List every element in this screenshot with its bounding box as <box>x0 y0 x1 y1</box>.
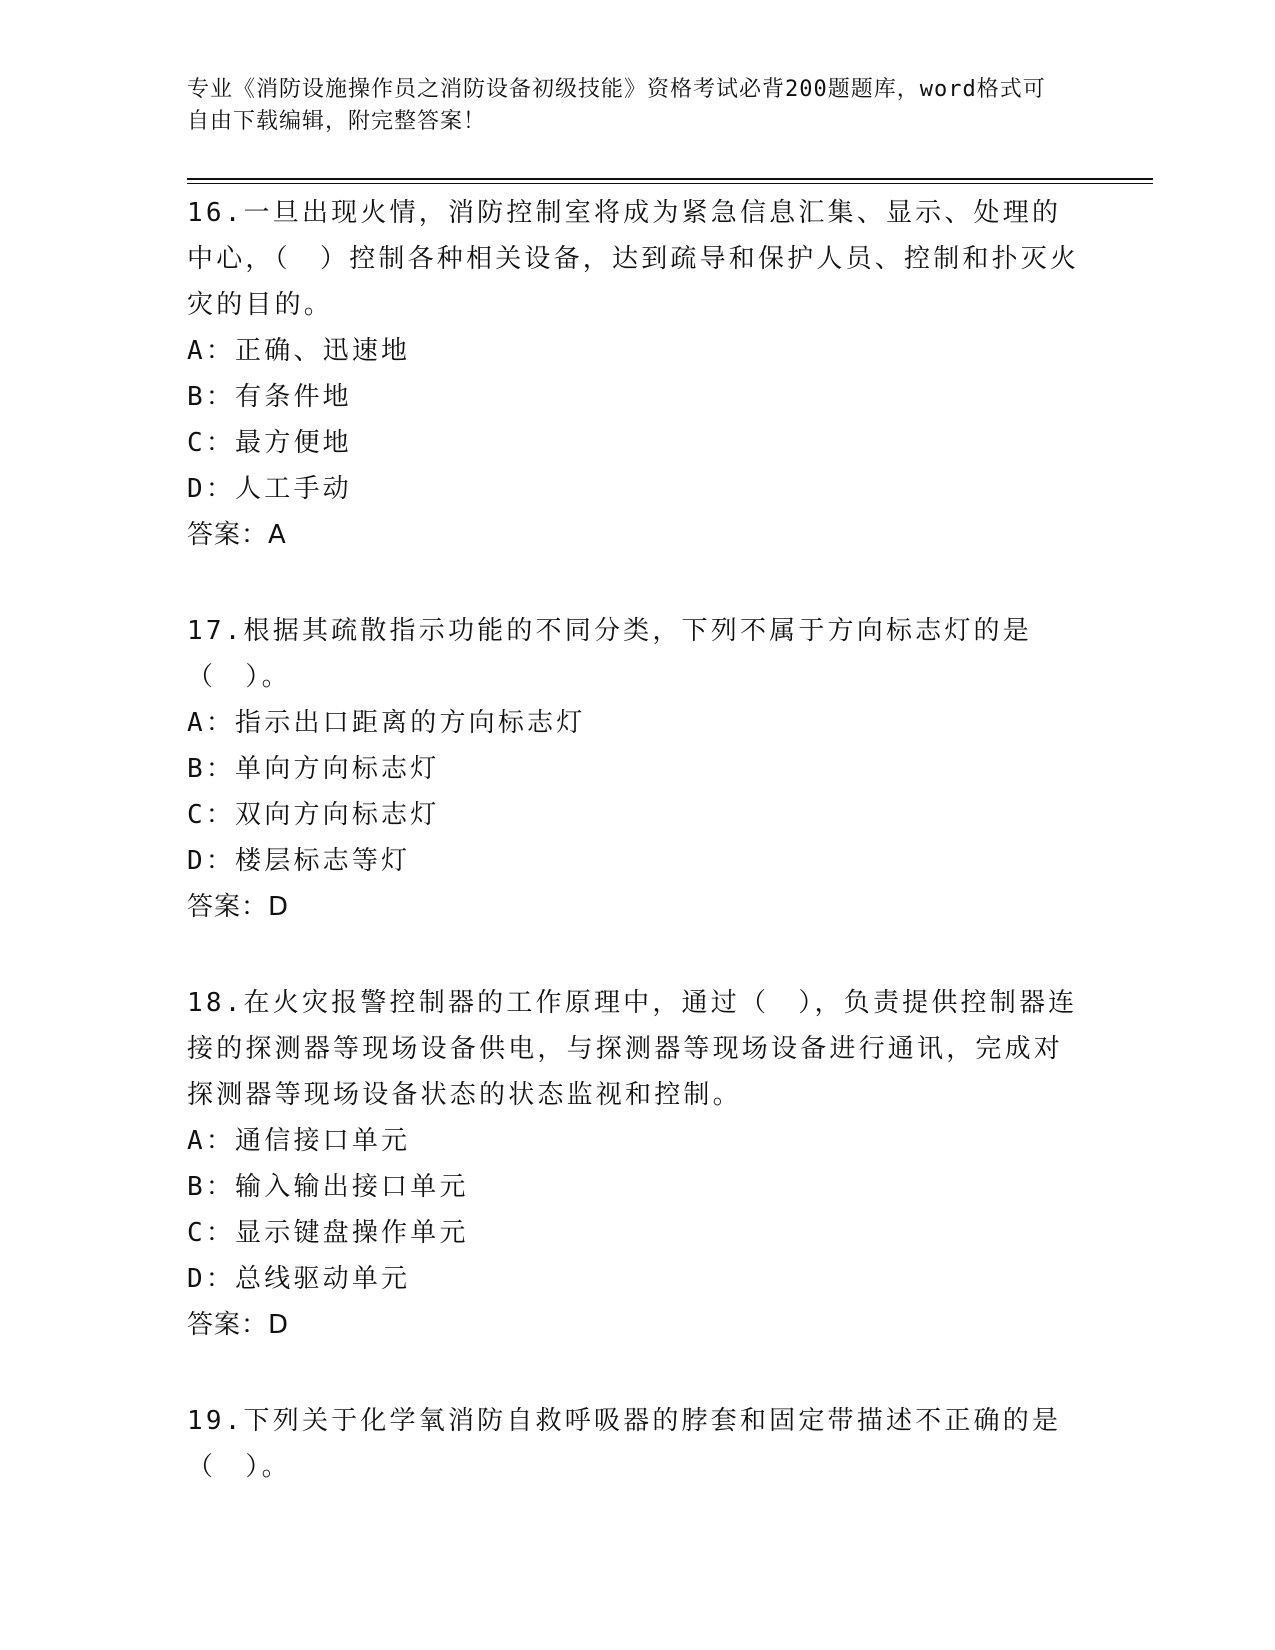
document-header: 专业《消防设施操作员之消防设备初级技能》资格考试必背200题题库，word格式可自由下载编辑，附完整答案！ <box>187 77 1046 134</box>
header-divider-thin <box>187 183 1153 184</box>
option-a: A：正确、迅速地 <box>187 336 411 366</box>
option-a: A：通信接口单元 <box>187 1126 411 1156</box>
question-spacer <box>187 930 1087 980</box>
question-spacer <box>187 1348 1087 1398</box>
question-text: 18.在火灾报警控制器的工作原理中，通过（ ），负责提供控制器连接的探测器等现场设备供电，与探测器等现场设备进行通讯，完成对探测器等现场设备状态的状态监视和控制。 <box>187 988 1078 1110</box>
answer-line: 答案：D <box>187 892 290 922</box>
question-list <box>187 190 1087 1490</box>
question-16 <box>187 190 1087 558</box>
option-c: C：双向方向标志灯 <box>187 800 440 830</box>
question-18 <box>187 980 1087 1348</box>
option-b: B：有条件地 <box>187 382 352 412</box>
question-text: 17.根据其疏散指示功能的不同分类，下列不属于方向标志灯的是（ ）。 <box>187 616 1032 692</box>
option-b: B：输入输出接口单元 <box>187 1172 469 1202</box>
option-d: D：总线驱动单元 <box>187 1264 411 1294</box>
answer-line: 答案：A <box>187 520 287 550</box>
answer-line: 答案：D <box>187 1310 290 1340</box>
option-c: C：显示键盘操作单元 <box>187 1218 469 1248</box>
question-spacer <box>187 558 1087 608</box>
question-17 <box>187 608 1087 930</box>
option-d: D：人工手动 <box>187 474 352 504</box>
option-a: A：指示出口距离的方向标志灯 <box>187 708 586 738</box>
option-d: D：楼层标志等灯 <box>187 846 411 876</box>
header-divider-thick <box>187 178 1153 180</box>
option-b: B：单向方向标志灯 <box>187 754 440 784</box>
option-c: C：最方便地 <box>187 428 352 458</box>
question-text: 19.下列关于化学氧消防自救呼吸器的脖套和固定带描述不正确的是（ ）。 <box>187 1406 1062 1482</box>
question-19 <box>187 1398 1087 1490</box>
question-text: 16.一旦出现火情，消防控制室将成为紧急信息汇集、显示、处理的中心，（ ）控制各种相关设备，达到疏导和保护人员、控制和扑灭火灾的目的。 <box>187 198 1080 320</box>
